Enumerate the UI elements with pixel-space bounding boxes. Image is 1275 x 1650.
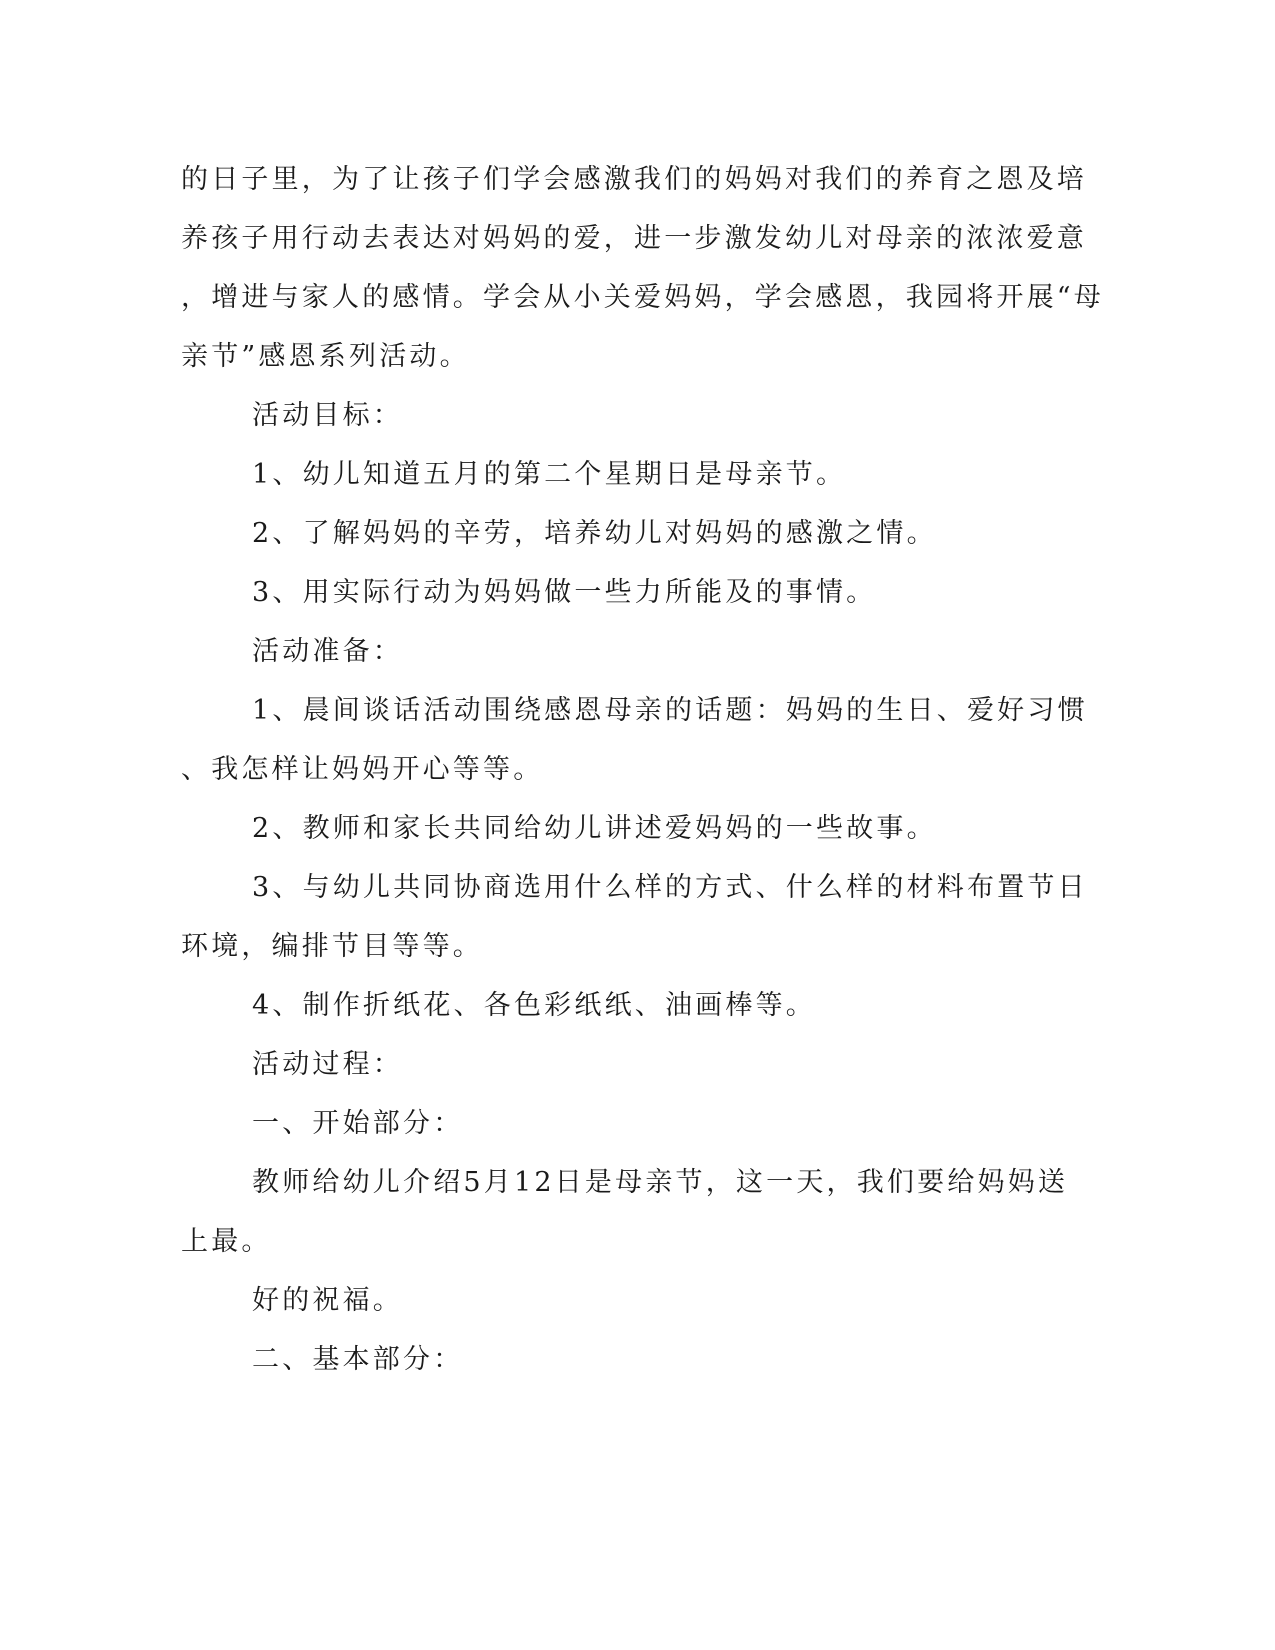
- list-item: 2、教师和家长共同给幼儿讲述爱妈妈的一些故事。: [252, 813, 937, 844]
- paragraph-line: 上最。: [181, 1226, 272, 1257]
- list-item: 1、晨间谈话活动围绕感恩母亲的话题：妈妈的生日、爱好习惯: [252, 695, 1088, 726]
- paragraph-line: 亲节”感恩系列活动。: [181, 341, 470, 372]
- subsection-heading-basic: 二、基本部分：: [252, 1344, 464, 1375]
- list-item: 3、与幼儿共同协商选用什么样的方式、什么样的材料布置节日: [252, 872, 1088, 903]
- list-item: 3、用实际行动为妈妈做一些力所能及的事情。: [252, 577, 877, 608]
- paragraph-line: 养孩子用行动去表达对妈妈的爱，进一步激发幼儿对母亲的浓浓爱意: [181, 223, 1087, 254]
- section-heading-preparation: 活动准备：: [252, 636, 403, 667]
- subsection-heading-start: 一、开始部分：: [252, 1108, 464, 1139]
- paragraph-line: 好的祝福。: [252, 1285, 403, 1316]
- list-item: 1、幼儿知道五月的第二个星期日是母亲节。: [252, 459, 847, 490]
- section-heading-goals: 活动目标：: [252, 400, 403, 431]
- paragraph-line: 的日子里，为了让孩子们学会感激我们的妈妈对我们的养育之恩及培: [181, 164, 1087, 195]
- paragraph-line: 教师给幼儿介绍5月12日是母亲节，这一天，我们要给妈妈送: [252, 1167, 1069, 1198]
- list-item: 2、了解妈妈的辛劳，培养幼儿对妈妈的感激之情。: [252, 518, 937, 549]
- paragraph-line: ，增进与家人的感情。学会从小关爱妈妈，学会感恩，我园将开展“母: [181, 282, 1105, 313]
- list-item: 4、制作折纸花、各色彩纸纸、油画棒等。: [252, 990, 816, 1021]
- list-item-continuation: 、我怎样让妈妈开心等等。: [181, 754, 544, 785]
- list-item-continuation: 环境，编排节目等等。: [181, 931, 483, 962]
- section-heading-process: 活动过程：: [252, 1049, 403, 1080]
